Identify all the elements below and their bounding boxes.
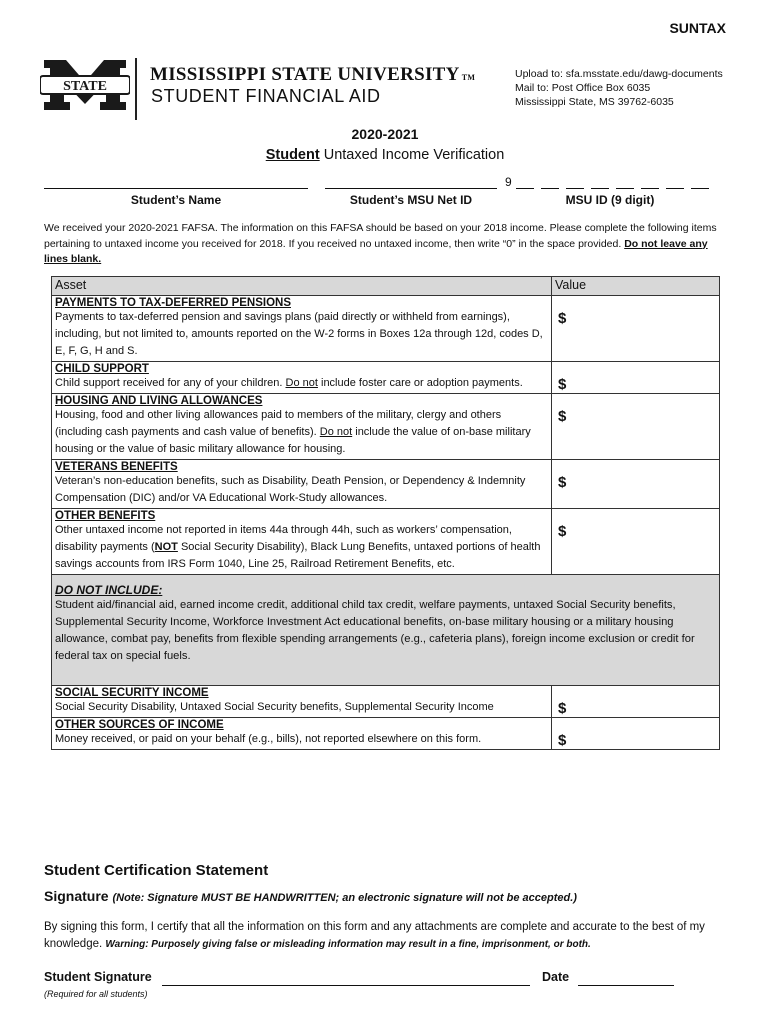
exclude-desc: Student aid/financial aid, earned income credit, additional child tax credit, welfare payments, untaxed Social Security benefits, Supplemental Security Income, Workforce Investment Act educational benefits, on-base military housing or a military housing allowance, combat pay, benefits from flexible spending arrangements (e.g., cafeteria plans), foreign income exclusion or credit for federal tax on special fuels. xyxy=(55,599,695,662)
net-id-label: Student’s MSU Net ID xyxy=(349,193,473,207)
child-support-value-input[interactable]: $ xyxy=(552,362,720,394)
warning-text: Warning: Purposely giving false or misleading information may result in a fine, imprisonment, or both. xyxy=(105,939,591,950)
table-row xyxy=(52,686,720,718)
veterans-title: VETERANS BENEFITS xyxy=(55,461,178,473)
table-row xyxy=(52,394,720,460)
other-sources-title: OTHER SOURCES OF INCOME xyxy=(55,719,224,731)
signature-note: (Note: Signature MUST BE HANDWRITTEN; an electronic signature will not be accepted.) xyxy=(112,892,577,904)
asset-column-header: Asset xyxy=(52,277,552,296)
university-name: MISSISSIPPI STATE UNIVERSITY TM xyxy=(150,64,476,85)
housing-desc: Housing, food and other living allowances paid to members of the military, clergy and others (including cash payments and cash value of benefits). Do not include the value of on-base military housing or the value of basic military allowance for housing. xyxy=(55,409,531,455)
logo-text: STATE xyxy=(63,79,107,94)
housing-value-input[interactable]: $ xyxy=(552,394,720,460)
table-row xyxy=(52,718,720,750)
msu-id-label: MSU ID (9 digit) xyxy=(565,193,655,207)
signature-label: Student Signature xyxy=(44,970,152,984)
city-address: Mississippi State, MS 39762-6035 xyxy=(515,96,674,108)
other-benefits-value-input[interactable]: $ xyxy=(552,509,720,575)
msu-id-digit[interactable] xyxy=(541,188,559,189)
other-sources-value-input[interactable]: $ xyxy=(552,718,720,750)
mailing-info xyxy=(515,67,723,109)
date-field[interactable] xyxy=(578,985,674,986)
social-security-cell xyxy=(52,686,552,718)
housing-cell xyxy=(52,394,552,460)
mail-address: Mail to: Post Office Box 6035 xyxy=(515,82,651,94)
housing-title: HOUSING AND LIVING ALLOWANCES xyxy=(55,395,263,407)
msu-id-digit[interactable] xyxy=(666,188,684,189)
child-support-desc: Child support received for any of your children. Do not include foster care or adoption payments. xyxy=(55,377,523,389)
department-name: STUDENT FINANCIAL AID xyxy=(151,86,381,106)
required-note: (Required for all students) xyxy=(44,989,148,999)
trademark: TM xyxy=(461,73,476,82)
veterans-desc: Veteran’s non-education benefits, such as Disability, Death Pension, or Dependency & Indemnity Compensation (DIC) and/or VA Educational Work-Study allowances. xyxy=(55,475,526,504)
certification-statement: By signing this form, I certify that all the information on this form and any attachments are complete and accurate to the best of my knowledge. Warning: Purposely giving false or misleading information may result in a fine, imprisonment, or both. xyxy=(44,921,705,950)
msu-logo xyxy=(40,56,130,114)
form-title: Student Untaxed Income Verification xyxy=(265,147,505,163)
pensions-desc: Payments to tax-deferred pension and savings plans (paid directly or withheld from earnings), including, but not limited to, amounts reported on the W-2 forms in Boxes 12a through 12d, codes D, E, F, G, H and S. xyxy=(55,311,543,357)
logo-divider xyxy=(135,58,137,120)
msu-id-digit[interactable] xyxy=(641,188,659,189)
msu-id-digit[interactable] xyxy=(591,188,609,189)
date-label: Date xyxy=(542,970,570,984)
pensions-value-input[interactable]: $ xyxy=(552,296,720,362)
veterans-cell xyxy=(52,460,552,509)
signature-heading: Signature (Note: Signature MUST BE HANDWRITTEN; an electronic signature will not be accepted.) xyxy=(44,888,577,904)
exclude-title: DO NOT INCLUDE: xyxy=(55,583,163,597)
certification-heading: Student Certification Statement xyxy=(44,862,269,879)
pensions-cell xyxy=(52,296,552,362)
child-support-cell xyxy=(52,362,552,394)
social-security-value-input[interactable]: $ xyxy=(552,686,720,718)
pensions-title: PAYMENTS TO TAX-DEFERRED PENSIONS xyxy=(55,297,291,309)
net-id-field[interactable] xyxy=(325,188,497,189)
form-code: SUNTAX xyxy=(669,20,726,36)
veterans-value-input[interactable]: $ xyxy=(552,460,720,509)
other-benefits-cell xyxy=(52,509,552,575)
msu-id-digit[interactable] xyxy=(616,188,634,189)
table-row xyxy=(52,296,720,362)
social-security-desc: Social Security Disability, Untaxed Social Security benefits, Supplemental Security Income xyxy=(55,701,494,713)
msu-id-digit[interactable] xyxy=(691,188,709,189)
exclude-cell xyxy=(52,575,720,686)
income-table xyxy=(51,276,720,750)
other-benefits-desc: Other untaxed income not reported in items 44a through 44h, such as workers’ compensation, disability payments (NOT Social Security Disability), Black Lung Benefits, untaxed portions of health savings accounts from IRS Form 1040, Line 25, Railroad Retirement Benefits, etc. xyxy=(55,524,541,570)
student-name-field[interactable] xyxy=(44,188,308,189)
table-row xyxy=(52,460,720,509)
value-column-header: Value xyxy=(552,277,720,296)
msu-id-digit[interactable] xyxy=(516,188,534,189)
table-header-row xyxy=(52,277,720,296)
other-benefits-title: OTHER BENEFITS xyxy=(55,510,156,522)
intro-paragraph: We received your 2020-2021 FAFSA. The information on this FAFSA should be based on your 2018 income. Please complete the following items pertaining to untaxed income you received for 2018. If you received no untaxed income, then write “0” in the space provided. Do not leave any lines blank. xyxy=(44,222,717,265)
other-sources-desc: Money received, or paid on your behalf (e.g., bills), not reported elsewhere on this form. xyxy=(55,733,482,745)
award-year: 2020-2021 xyxy=(351,126,419,142)
other-sources-cell xyxy=(52,718,552,750)
table-row xyxy=(52,509,720,575)
msu-id-digit[interactable] xyxy=(566,188,584,189)
upload-address: Upload to: sfa.msstate.edu/dawg-documents xyxy=(515,68,723,80)
table-row xyxy=(52,362,720,394)
msu-id-prefix: 9 xyxy=(505,175,512,189)
exclude-row xyxy=(52,575,720,686)
intro-emphasis: Do not leave any lines blank. xyxy=(44,237,708,265)
signature-field[interactable] xyxy=(162,985,530,986)
social-security-title: SOCIAL SECURITY INCOME xyxy=(55,687,209,699)
student-name-label: Student’s Name xyxy=(130,193,222,207)
child-support-title: CHILD SUPPORT xyxy=(55,363,149,375)
